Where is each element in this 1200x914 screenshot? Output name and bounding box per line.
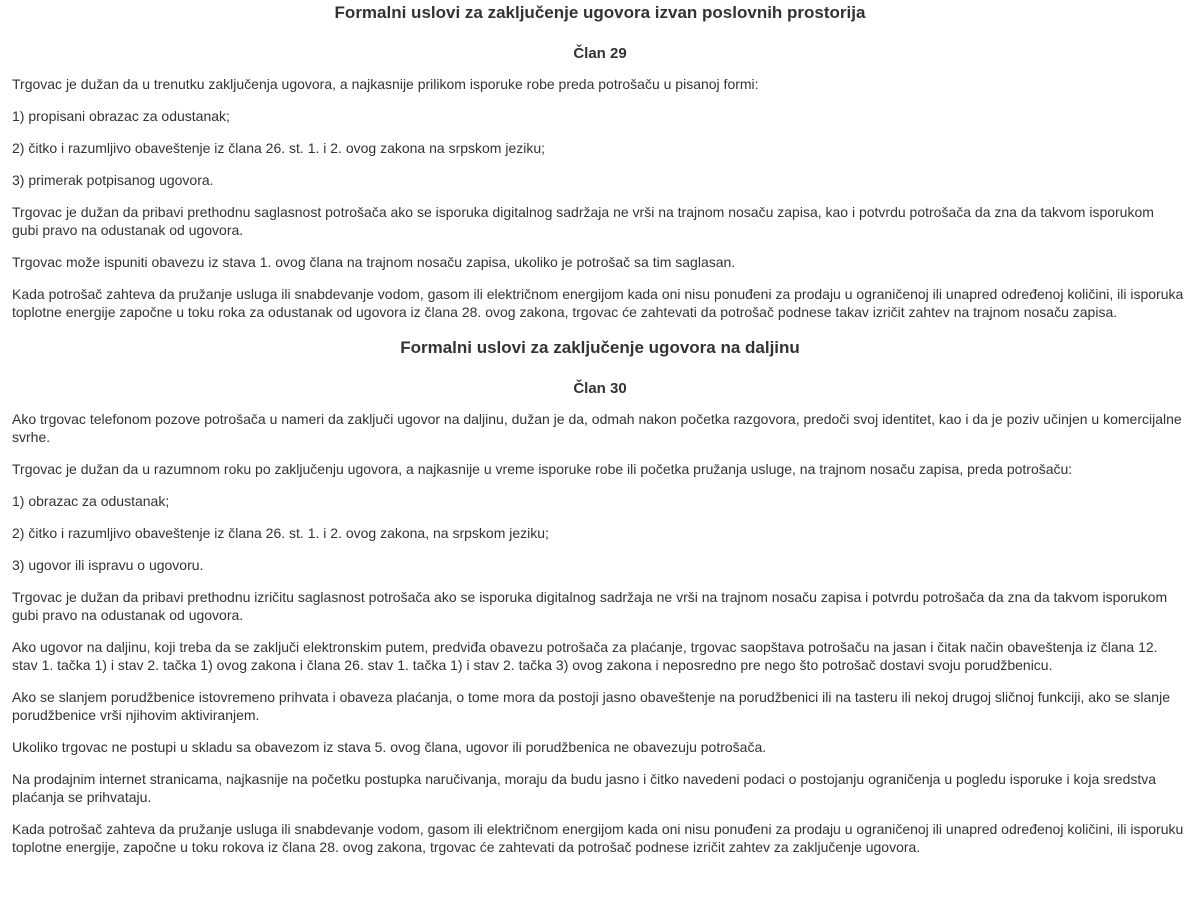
paragraph: Ako se slanjem porudžbenice istovremeno prihvata i obaveza plaćanja, o tome mora da postoji jasno obaveštenje na porudžbenici ili na tasteru ili nekoj drugoj sličnoj funkciji, ako se slanje porudžbenice vrši njihovim aktiviranjem. xyxy=(12,689,1170,723)
paragraph: Na prodajnim internet stranicama, najkasnije na početku postupka naručivanja, moraju da budu jasno i čitko navedeni podaci o postojanju ograničenja u pogledu isporuke i koja sredstva plaćanja se prihvataju. xyxy=(12,771,1157,805)
paragraph: Ako ugovor na daljinu, koji treba da se zaključi elektronskim putem, predviđa obavezu potrošača za plaćanje, trgovac saopštava potrošaču na jasan i čitak način obaveštenja iz člana 12. stav 1. tačka 1) i stav 2. tačka 1) ovog zakona i člana 26. stav 1. tačka 1) i stav 2. tačka 3) ovog zakona i neposredno pre nego što potrošač dostavi svoju porudžbenicu. xyxy=(12,639,1158,673)
article-heading: Član 29 xyxy=(573,45,627,62)
paragraph: Kada potrošač zahteva da pružanje usluga ili snabdevanje vodom, gasom ili električnom energijom kada oni nisu ponuđeni za prodaju u ograničenoj ili unapred određenoj količini, ili isporuku toplotne energije, započne u toku rokova iz člana 28. ovog zakona, trgovac će zahtevati da potrošač podnese izričit zahtev za zaključenje ugovora. xyxy=(12,821,1184,855)
list-item: 2) čitko i razumljivo obaveštenje iz člana 26. st. 1. i 2. ovog zakona na srpskom jeziku; xyxy=(12,140,546,156)
paragraph: Trgovac je dužan da pribavi prethodnu saglasnost potrošača ako se isporuka digitalnog sadržaja ne vrši na trajnom nosaču zapisa, kao i potvrdu potrošača da zna da takvom isporukom gubi pravo na odustanak od ugovora. xyxy=(12,204,1154,238)
paragraph: Trgovac može ispuniti obavezu iz stava 1. ovog člana na trajnom nosaču zapisa, ukoliko je potrošač sa tim saglasan. xyxy=(12,254,736,270)
list-item: 1) propisani obrazac za odustanak; xyxy=(12,108,230,124)
paragraph: Ukoliko trgovac ne postupi u skladu sa obavezom iz stava 5. ovog člana, ugovor ili porudžbenica ne obavezuju potrošača. xyxy=(12,739,767,755)
list-item: 3) ugovor ili ispravu o ugovoru. xyxy=(12,557,204,573)
section-title: Formalni uslovi za zaključenje ugovora na daljinu xyxy=(400,338,800,357)
list-item: 2) čitko i razumljivo obaveštenje iz člana 26. st. 1. i 2. ovog zakona, na srpskom jeziku; xyxy=(12,525,549,541)
list-item: 1) obrazac za odustanak; xyxy=(12,493,170,509)
section-title: Formalni uslovi za zaključenje ugovora izvan poslovnih prostorija xyxy=(334,3,866,22)
paragraph: Trgovac je dužan da u trenutku zaključenja ugovora, a najkasnije prilikom isporuke robe preda potrošaču u pisanoj formi: xyxy=(12,76,759,92)
paragraph: Kada potrošač zahteva da pružanje usluga ili snabdevanje vodom, gasom ili električnom energijom kada oni nisu ponuđeni za prodaju u ograničenoj ili unapred određenoj količini, ili isporuka toplotne energije započne u toku roka za odustanak od ugovora iz člana 28. ovog zakona, trgovac će zahtevati da potrošač podnese takav izričit zahtev na trajnom nosaču zapisa. xyxy=(12,286,1184,320)
paragraph: Ako trgovac telefonom pozove potrošača u nameri da zaključi ugovor na daljinu, dužan je da, odmah nakon početka razgovora, predoči svoj identitet, kao i da je poziv učinjen u komercijalne svrhe. xyxy=(12,411,1182,445)
paragraph: Trgovac je dužan da pribavi prethodnu izričitu saglasnost potrošača ako se isporuka digitalnog sadržaja ne vrši na trajnom nosaču zapisa i potvrdu potrošača da zna da takvom isporukom gubi pravo na odustanak od ugovora. xyxy=(12,589,1168,623)
list-item: 3) primerak potpisanog ugovora. xyxy=(12,172,214,188)
article-heading: Član 30 xyxy=(573,380,627,397)
paragraph: Trgovac je dužan da u razumnom roku po zaključenju ugovora, a najkasnije u vreme isporuke robe ili početka pružanja usluge, na trajnom nosaču zapisa, preda potrošaču: xyxy=(12,461,1073,477)
